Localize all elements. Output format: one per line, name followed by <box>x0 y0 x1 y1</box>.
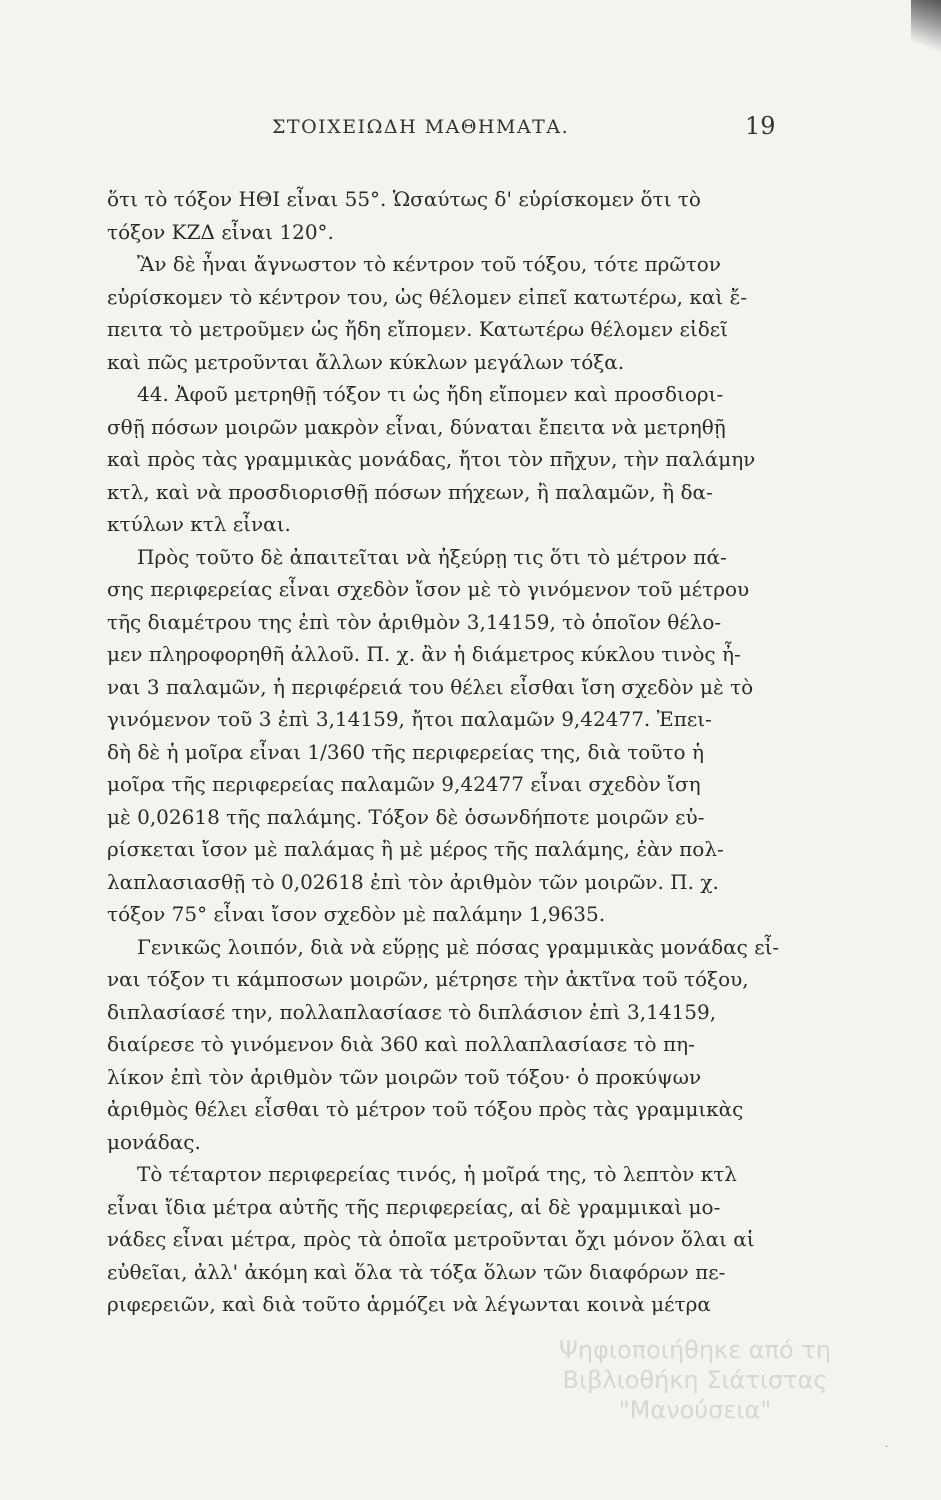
text-line: Ἂν δὲ ἦναι ἄγνωστον τὸ κέντρον τοῦ τόξου, τότε πρῶτον <box>137 252 721 276</box>
text-line: καὶ πῶς μετροῦνται ἄλλων κύκλων μεγάλων τόξα. <box>107 349 625 374</box>
text-line: κτύλων κτλ εἶναι. <box>107 512 291 536</box>
text-line: ρίσκεται ἴσον μὲ παλάμας ἢ μὲ μέρος τῆς παλάμης, ἐὰν πολ- <box>107 837 724 861</box>
text-line: τόξον 75° εἶναι ἴσον σχεδὸν μὲ παλάμην 1,9635. <box>107 902 606 926</box>
text-line: ναι τόξον τι κάμποσων μοιρῶν, μέτρησε τὴν ἀκτῖνα τοῦ τόξου, <box>107 967 749 991</box>
text-line: νάδες εἶναι μέτρα, πρὸς τὰ ὁποῖα μετροῦνται ὄχι μόνον ὅλαι αἱ <box>107 1227 755 1251</box>
text-line: σθῇ πόσων μοιρῶν μακρὸν εἶναι, δύναται ἔπειτα νὰ μετρηθῇ <box>107 414 726 439</box>
text-line: κτλ, καὶ νὰ προσδιορισθῇ πόσων πήχεων, ἢ παλαμῶν, ἢ δα- <box>107 479 713 504</box>
text-line: 44. Ἀφοῦ μετρηθῇ τόξον τι ὡς ἤδη εἴπομεν καὶ προσδιορι- <box>137 382 724 406</box>
text-line: τῆς διαμέτρου της ἐπὶ τὸν ἀριθμὸν 3,14159, τὸ ὁποῖον θέλο- <box>107 609 722 634</box>
text-line: μοῖρα τῆς περιφερείας παλαμῶν 9,42477 εἶναι σχεδὸν ἴση <box>107 772 701 796</box>
page-number: 19 <box>745 112 776 140</box>
text-line: μονάδας. <box>107 1129 201 1154</box>
text-line: καὶ πρὸς τὰς γραμμικὰς μονάδας, ἤτοι τὸν πῆχυν, τὴν παλάμην <box>107 447 756 471</box>
text-line: σης περιφερείας εἶναι σχεδὸν ἴσον μὲ τὸ γινόμενον τοῦ μέτρου <box>107 577 750 601</box>
text-line: λαπλασιασθῇ τὸ 0,02618 ἐπὶ τὸν ἀριθμὸν τῶν μοιρῶν. Π. χ. <box>107 869 719 894</box>
library-watermark: Ψηφιοποιήθηκε από τη Βιβλιοθήκη Σιάτιστας "Μανούσεια" <box>558 1336 832 1424</box>
page-corner-shadow <box>911 0 941 60</box>
text-line: μεν πληροφορηθῆ ἀλλοῦ. Π. χ. ἂν ἡ διάμετρος κύκλου τινὸς ἦ- <box>107 642 741 666</box>
text-line: διαίρεσε τὸ γινόμενον διὰ 360 καὶ πολλαπλασίασε τὸ πη- <box>107 1032 695 1056</box>
text-line: ὅτι τὸ τόξον ΗΘΙ εἶναι 55°. Ὡσαύτως δ' εὑρίσκομεν ὅτι τὸ <box>107 187 701 211</box>
text-line: εὐθεῖαι, ἀλλ' ἀκόμη καὶ ὅλα τὰ τόξα ὅλων τῶν διαφόρων πε- <box>107 1259 726 1284</box>
text-line: γινόμενον τοῦ 3 ἐπὶ 3,14159, ἤτοι παλαμῶν 9,42477. Ἐπει- <box>107 707 712 731</box>
text-line: λίκον ἐπὶ τὸν ἀριθμὸν τῶν μοιρῶν τοῦ τόξου· ὁ προκύψων <box>107 1064 702 1089</box>
margin-mark: · <box>885 1442 889 1453</box>
text-line: ναι 3 παλαμῶν, ἡ περιφέρειά του θέλει εἶσθαι ἴση σχεδὸν μὲ τὸ <box>107 674 754 699</box>
text-line: ἀριθμὸς θέλει εἶσθαι τὸ μέτρον τοῦ τόξου πρὸς τὰς γραμμικὰς <box>107 1097 744 1121</box>
text-line: διπλασίασέ την, πολλαπλασίασε τὸ διπλάσιον ἐπὶ 3,14159, <box>107 999 717 1024</box>
text-line: Τὸ τέταρτον περιφερείας τινός, ἡ μοῖρά της, τὸ λεπτὸν κτλ <box>137 1162 737 1186</box>
text-line: εἶναι ἴδια μέτρα αὐτῆς τῆς περιφερείας, αἱ δὲ γραμμικαὶ μο- <box>107 1194 721 1219</box>
text-line: δὴ δὲ ἡ μοῖρα εἶναι 1/360 τῆς περιφερείας της, διὰ τοῦτο ἡ <box>107 739 704 764</box>
running-title: ΣΤΟΙΧΕΙΩΔΗ ΜΑΘΗΜΑΤΑ. <box>272 116 570 138</box>
body-text <box>107 183 790 1321</box>
text-line: Πρὸς τοῦτο δὲ ἀπαιτεῖται νὰ ἠξεύρῃ τις ὅτι τὸ μέτρον πά- <box>137 544 727 569</box>
text-line: Γενικῶς λοιπόν, διὰ νὰ εὕρῃς μὲ πόσας γραμμικὰς μονάδας εἶ- <box>137 934 780 959</box>
text-line: πειτα τὸ μετροῦμεν ὡς ἤδη εἴπομεν. Κατωτέρω θέλομεν εἰδεῖ <box>107 317 728 341</box>
text-line: τόξον ΚΖΔ εἶναι 120°. <box>107 219 334 244</box>
text-line: εὑρίσκομεν τὸ κέντρον του, ὡς θέλομεν εἰπεῖ κατωτέρω, καὶ ἔ- <box>107 284 748 309</box>
page-header <box>0 110 941 146</box>
text-line: ριφερειῶν, καὶ διὰ τοῦτο ἁρμόζει νὰ λέγωνται κοινὰ μέτρα <box>107 1292 711 1316</box>
text-line: μὲ 0,02618 τῆς παλάμης. Τόξον δὲ ὁσωνδήποτε μοιρῶν εὑ- <box>107 804 705 829</box>
